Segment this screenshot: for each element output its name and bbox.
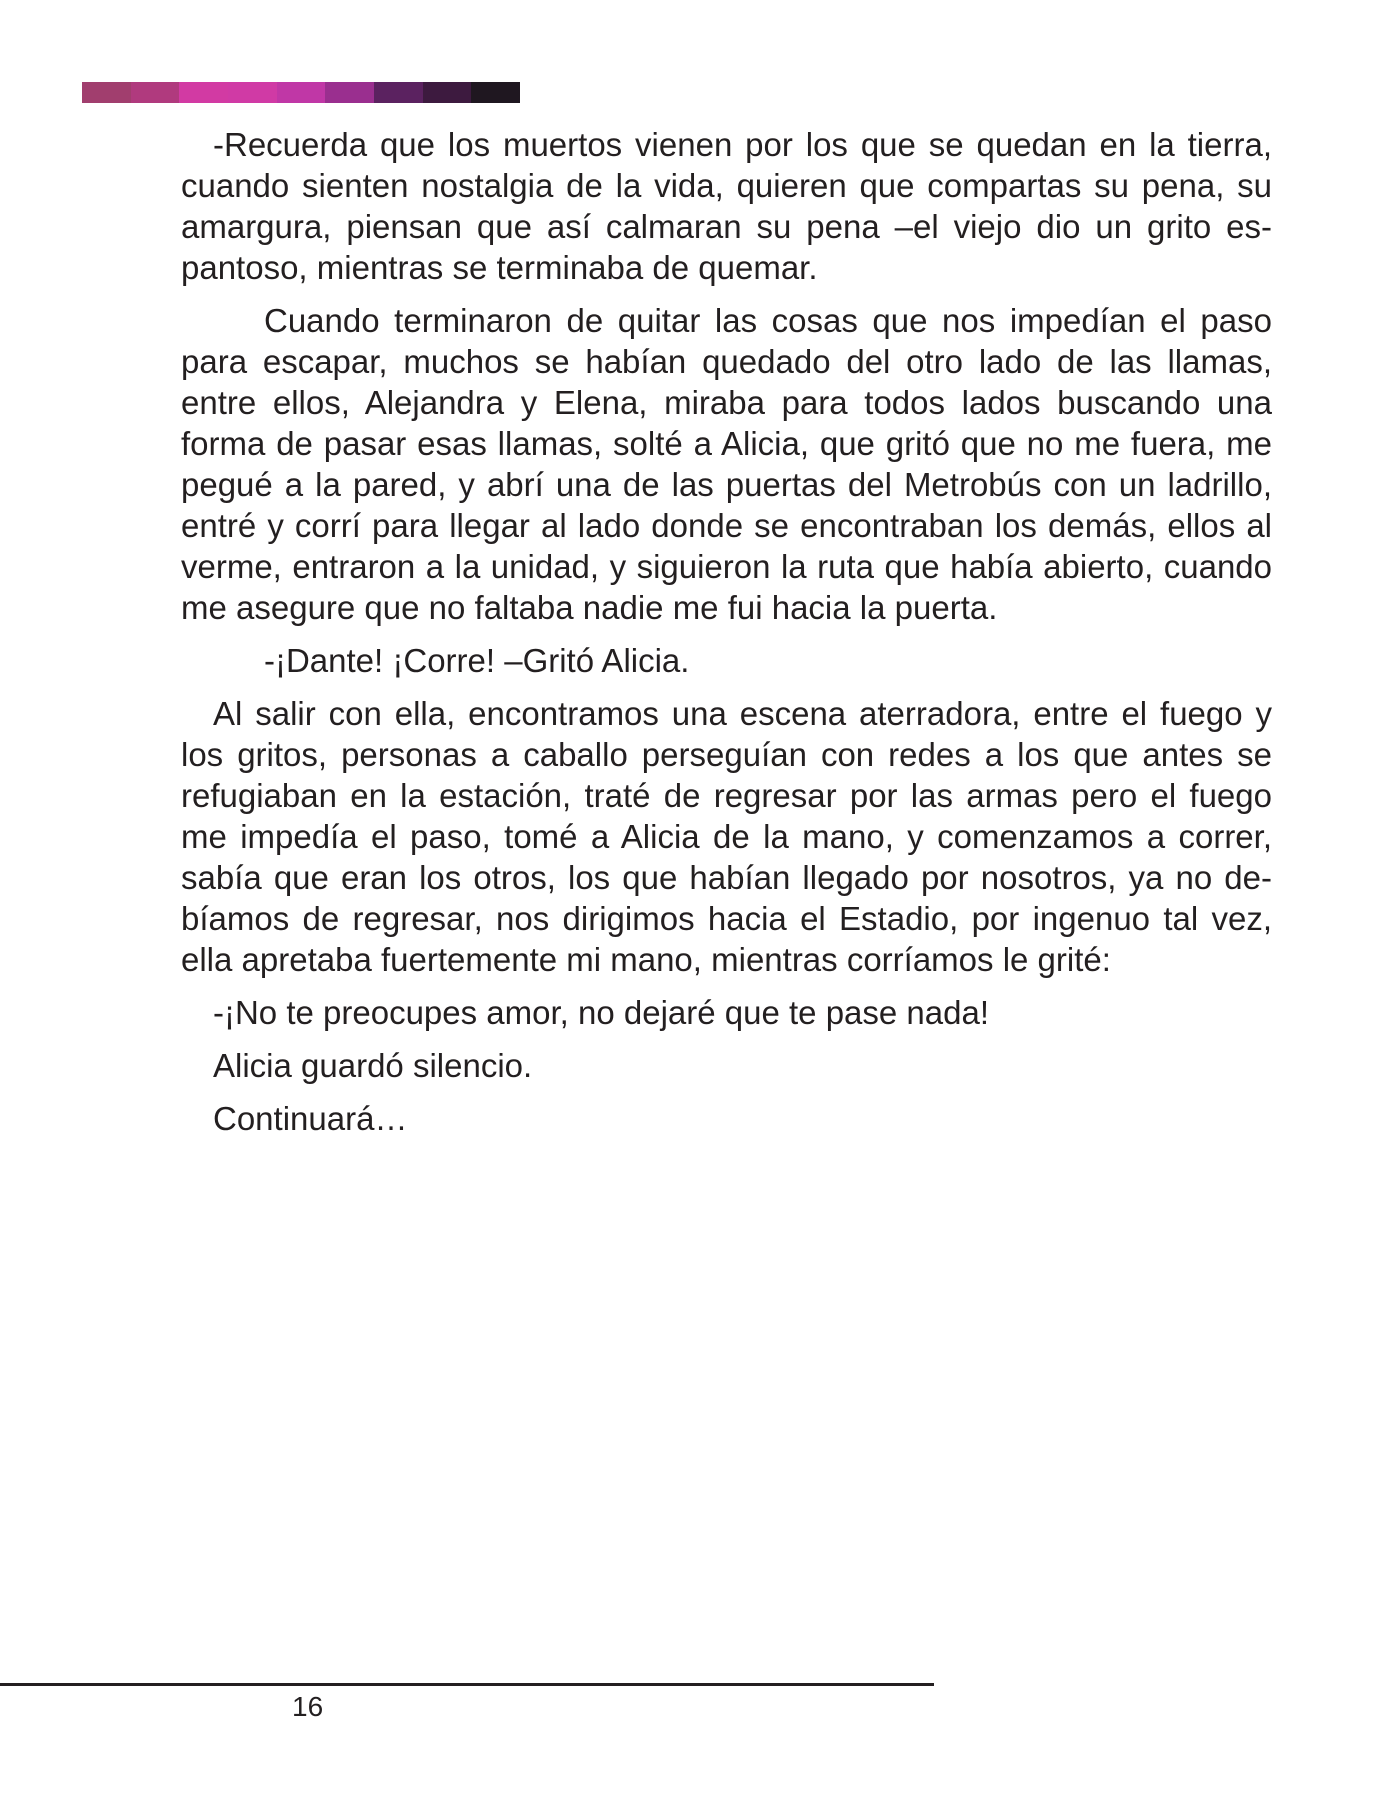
- color-bar-segment: [131, 82, 180, 103]
- color-bar-segment: [228, 82, 277, 103]
- body-text: [181, 124, 1272, 1151]
- footer-rule: [0, 1683, 934, 1686]
- color-bar-segment: [179, 82, 228, 103]
- paragraph: Continuará…: [213, 1100, 408, 1137]
- page-number: 16: [292, 1691, 324, 1722]
- color-bar-segment: [277, 82, 326, 103]
- paragraph: Alicia guardó silencio.: [213, 1047, 533, 1084]
- color-bar-segment: [471, 82, 520, 103]
- paragraph: Cuando terminaron de quitar las cosas que nos impedían el paso para escapar, muchos se habían quedado del otro lado de las llamas, entre ellos, Alejandra y Elena, miraba para todos lados buscando una forma de pasar esas llamas, solté a Alicia, que gritó que no me fuera, me pegué a la pared, y abrí una de las puertas del Metrobús con un ladrillo, entré y corrí para llegar al lado donde se encontraban los demás, ellos al verme, entraron a la unidad, y siguieron la ruta que había abierto, cuando me asegure que no faltaba nadie me fui hacia la puerta.: [181, 302, 1272, 626]
- color-bar-segment: [423, 82, 472, 103]
- paragraph: -Recuerda que los muertos vienen por los que se quedan en la tierra, cuando sienten nostalgia de la vida, quieren que compartas su pena, su amargura, piensan que así calmaran su pena –el viejo dio un grito es-pantoso, mientras se terminaba de quemar.: [181, 126, 1272, 286]
- color-bar-segment: [374, 82, 423, 103]
- paragraph: -¡Dante! ¡Corre! –Gritó Alicia.: [264, 642, 690, 679]
- paragraph: Al salir con ella, encontramos una escena aterradora, entre el fuego y los gritos, personas a caballo perseguían con redes a los que antes se refugiaban en la estación, traté de regresar por las armas pero el fuego me impedía el paso, tomé a Alicia de la mano, y comenzamos a correr, sabía que eran los otros, los que habían llegado por nosotros, ya no de-bíamos de regresar, nos dirigimos hacia el Estadio, por ingenuo tal vez, ella apretaba fuertemente mi mano, mientras corríamos le grité:: [181, 695, 1272, 978]
- header-color-bar: [82, 82, 520, 103]
- paragraph: -¡No te preocupes amor, no dejaré que te pase nada!: [213, 994, 989, 1031]
- color-bar-segment: [82, 82, 131, 103]
- color-bar-segment: [325, 82, 374, 103]
